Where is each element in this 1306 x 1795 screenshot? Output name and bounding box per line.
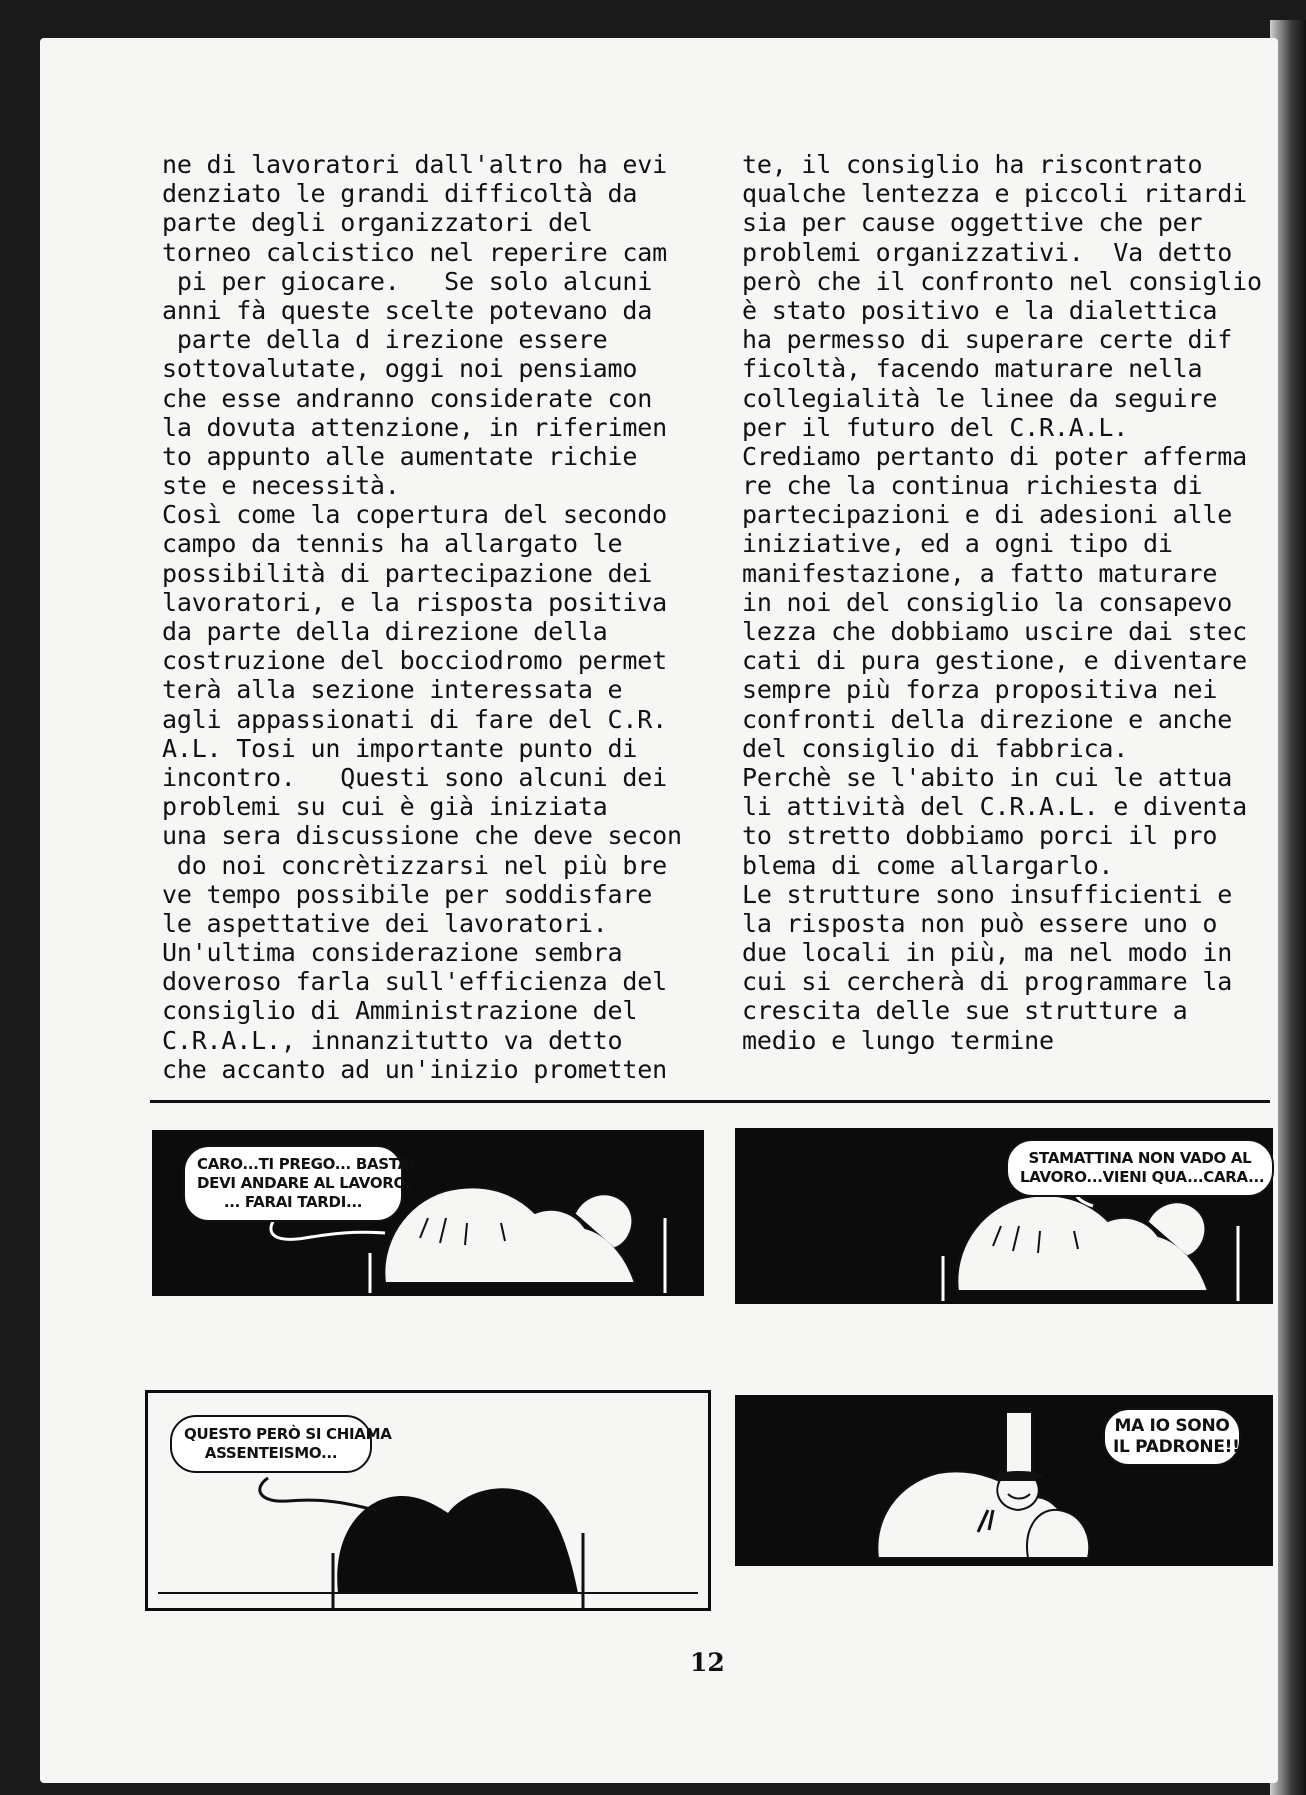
text-line: cati di pura gestione, e diventare <box>742 646 1247 676</box>
text-line: del consiglio di fabbrica. <box>742 733 1129 763</box>
text-line: per il futuro del C.R.A.L. <box>742 412 1129 442</box>
text-line: partecipazioni e di adesioni alle <box>742 500 1233 530</box>
page-number: 12 <box>690 1648 725 1677</box>
text-column-left <box>162 150 722 1084</box>
text-line: lavoratori, e la risposta positiva <box>162 587 667 617</box>
text-column-right <box>742 150 1302 1055</box>
text-line: possibilità di partecipazione dei <box>162 558 653 588</box>
comic-panel-1 <box>152 1130 704 1296</box>
text-line: ste e necessità. <box>162 471 400 501</box>
text-line: ficoltà, facendo maturare nella <box>742 354 1203 384</box>
text-line: da parte della direzione della <box>162 617 608 646</box>
text-line: anni fà queste scelte potevano da <box>162 295 653 325</box>
text-line: blema di come allargarlo. <box>742 850 1114 880</box>
text-line: crescita delle sue strutture a <box>742 996 1188 1026</box>
text-line: problemi organizzativi. Va detto <box>742 237 1233 267</box>
text-line: parte della d irezione essere <box>162 325 608 355</box>
text-line: ne di lavoratori dall'altro ha evi <box>162 150 667 179</box>
comic-panel-2 <box>735 1128 1273 1304</box>
text-line: in noi del consiglio la consapevo <box>742 587 1233 617</box>
text-line: parte degli organizzatori del <box>162 208 593 238</box>
text-line: è stato positivo e la dialettica <box>742 295 1218 325</box>
text-line: Così come la copertura del secondo <box>162 500 667 530</box>
text-line: medio e lungo termine <box>742 1025 1054 1055</box>
text-line: to appunto alle aumentate richie <box>162 441 638 471</box>
text-line: ve tempo possibile per soddisfare <box>162 879 653 909</box>
text-line: denziato le grandi difficoltà da <box>162 179 638 209</box>
speech-bubble-3: QUESTO PERÒ SI CHIAMA ASSENTEISMO... <box>170 1415 372 1473</box>
text-line: la dovuta attenzione, in riferimen <box>162 412 667 442</box>
text-line: agli appassionati di fare del C.R. <box>162 704 667 734</box>
section-divider <box>150 1100 1270 1103</box>
text-line: re che la continua richiesta di <box>742 471 1203 501</box>
text-line: qualche lentezza e piccoli ritardi <box>742 179 1247 209</box>
text-line: consiglio di Amministrazione del <box>162 996 638 1026</box>
text-line: do noi concrètizzarsi nel più bre <box>162 850 667 880</box>
text-line: cui si cercherà di programmare la <box>742 967 1233 997</box>
text-line: che esse andranno considerate con <box>162 383 653 413</box>
text-line: iniziative, ed a ogni tipo di <box>742 529 1173 559</box>
text-line: campo da tennis ha allargato le <box>162 529 623 559</box>
speech-bubble-2: STAMATTINA NON VADO AL LAVORO...VIENI QUA...CARA... <box>1006 1139 1274 1197</box>
text-line: torneo calcistico nel reperire cam <box>162 237 667 267</box>
comic-panel-3 <box>145 1390 711 1611</box>
text-line: ha permesso di superare certe dif <box>742 325 1233 355</box>
text-line: che accanto ad un'inizio prometten <box>162 1054 667 1084</box>
text-line: doveroso farla sull'efficienza del <box>162 967 667 997</box>
text-line: due locali in più, ma nel modo in <box>742 938 1233 968</box>
text-line: Un'ultima considerazione sembra <box>162 938 623 968</box>
text-line: A.L. Tosi un importante punto di <box>162 733 638 763</box>
text-line: Crediamo pertanto di poter afferma <box>742 441 1247 471</box>
text-line: C.R.A.L., innanzitutto va detto <box>162 1025 623 1055</box>
text-line: li attività del C.R.A.L. e diventa <box>742 792 1247 822</box>
speech-bubble-4: MA IO SONO IL PADRONE!! <box>1103 1408 1241 1466</box>
text-line: terà alla sezione interessata e <box>162 675 623 705</box>
text-line: una sera discussione che deve secon <box>162 821 682 851</box>
text-line: collegialità le linee da seguire <box>742 383 1218 413</box>
text-line: manifestazione, a fatto maturare <box>742 558 1218 588</box>
text-line: confronti della direzione e anche <box>742 704 1233 734</box>
text-line: pi per giocare. Se solo alcuni <box>162 266 653 296</box>
text-line: lezza che dobbiamo uscire dai stec <box>742 617 1247 646</box>
text-line: però che il confronto nel consiglio <box>742 266 1262 296</box>
text-line: Le strutture sono insufficienti e <box>742 879 1233 909</box>
text-line: incontro. Questi sono alcuni dei <box>162 762 667 792</box>
text-line: problemi su cui è già iniziata <box>162 792 608 822</box>
text-line: te, il consiglio ha riscontrato <box>742 150 1203 179</box>
text-line: Perchè se l'abito in cui le attua <box>742 762 1233 792</box>
text-line: la risposta non può essere uno o <box>742 908 1218 938</box>
text-line: costruzione del bocciodromo permet <box>162 646 667 676</box>
text-line: to stretto dobbiamo porci il pro <box>742 821 1218 851</box>
speech-bubble-1: CARO...TI PREGO... BASTA! DEVI ANDARE AL LAVORO, ... FARAI TARDI... <box>183 1145 403 1222</box>
comic-panel-4 <box>735 1395 1273 1566</box>
text-line: sottovalutate, oggi noi pensiamo <box>162 354 638 384</box>
text-line: sia per cause oggettive che per <box>742 208 1203 238</box>
text-line: sempre più forza propositiva nei <box>742 675 1218 705</box>
text-line: le aspettative dei lavoratori. <box>162 908 608 938</box>
